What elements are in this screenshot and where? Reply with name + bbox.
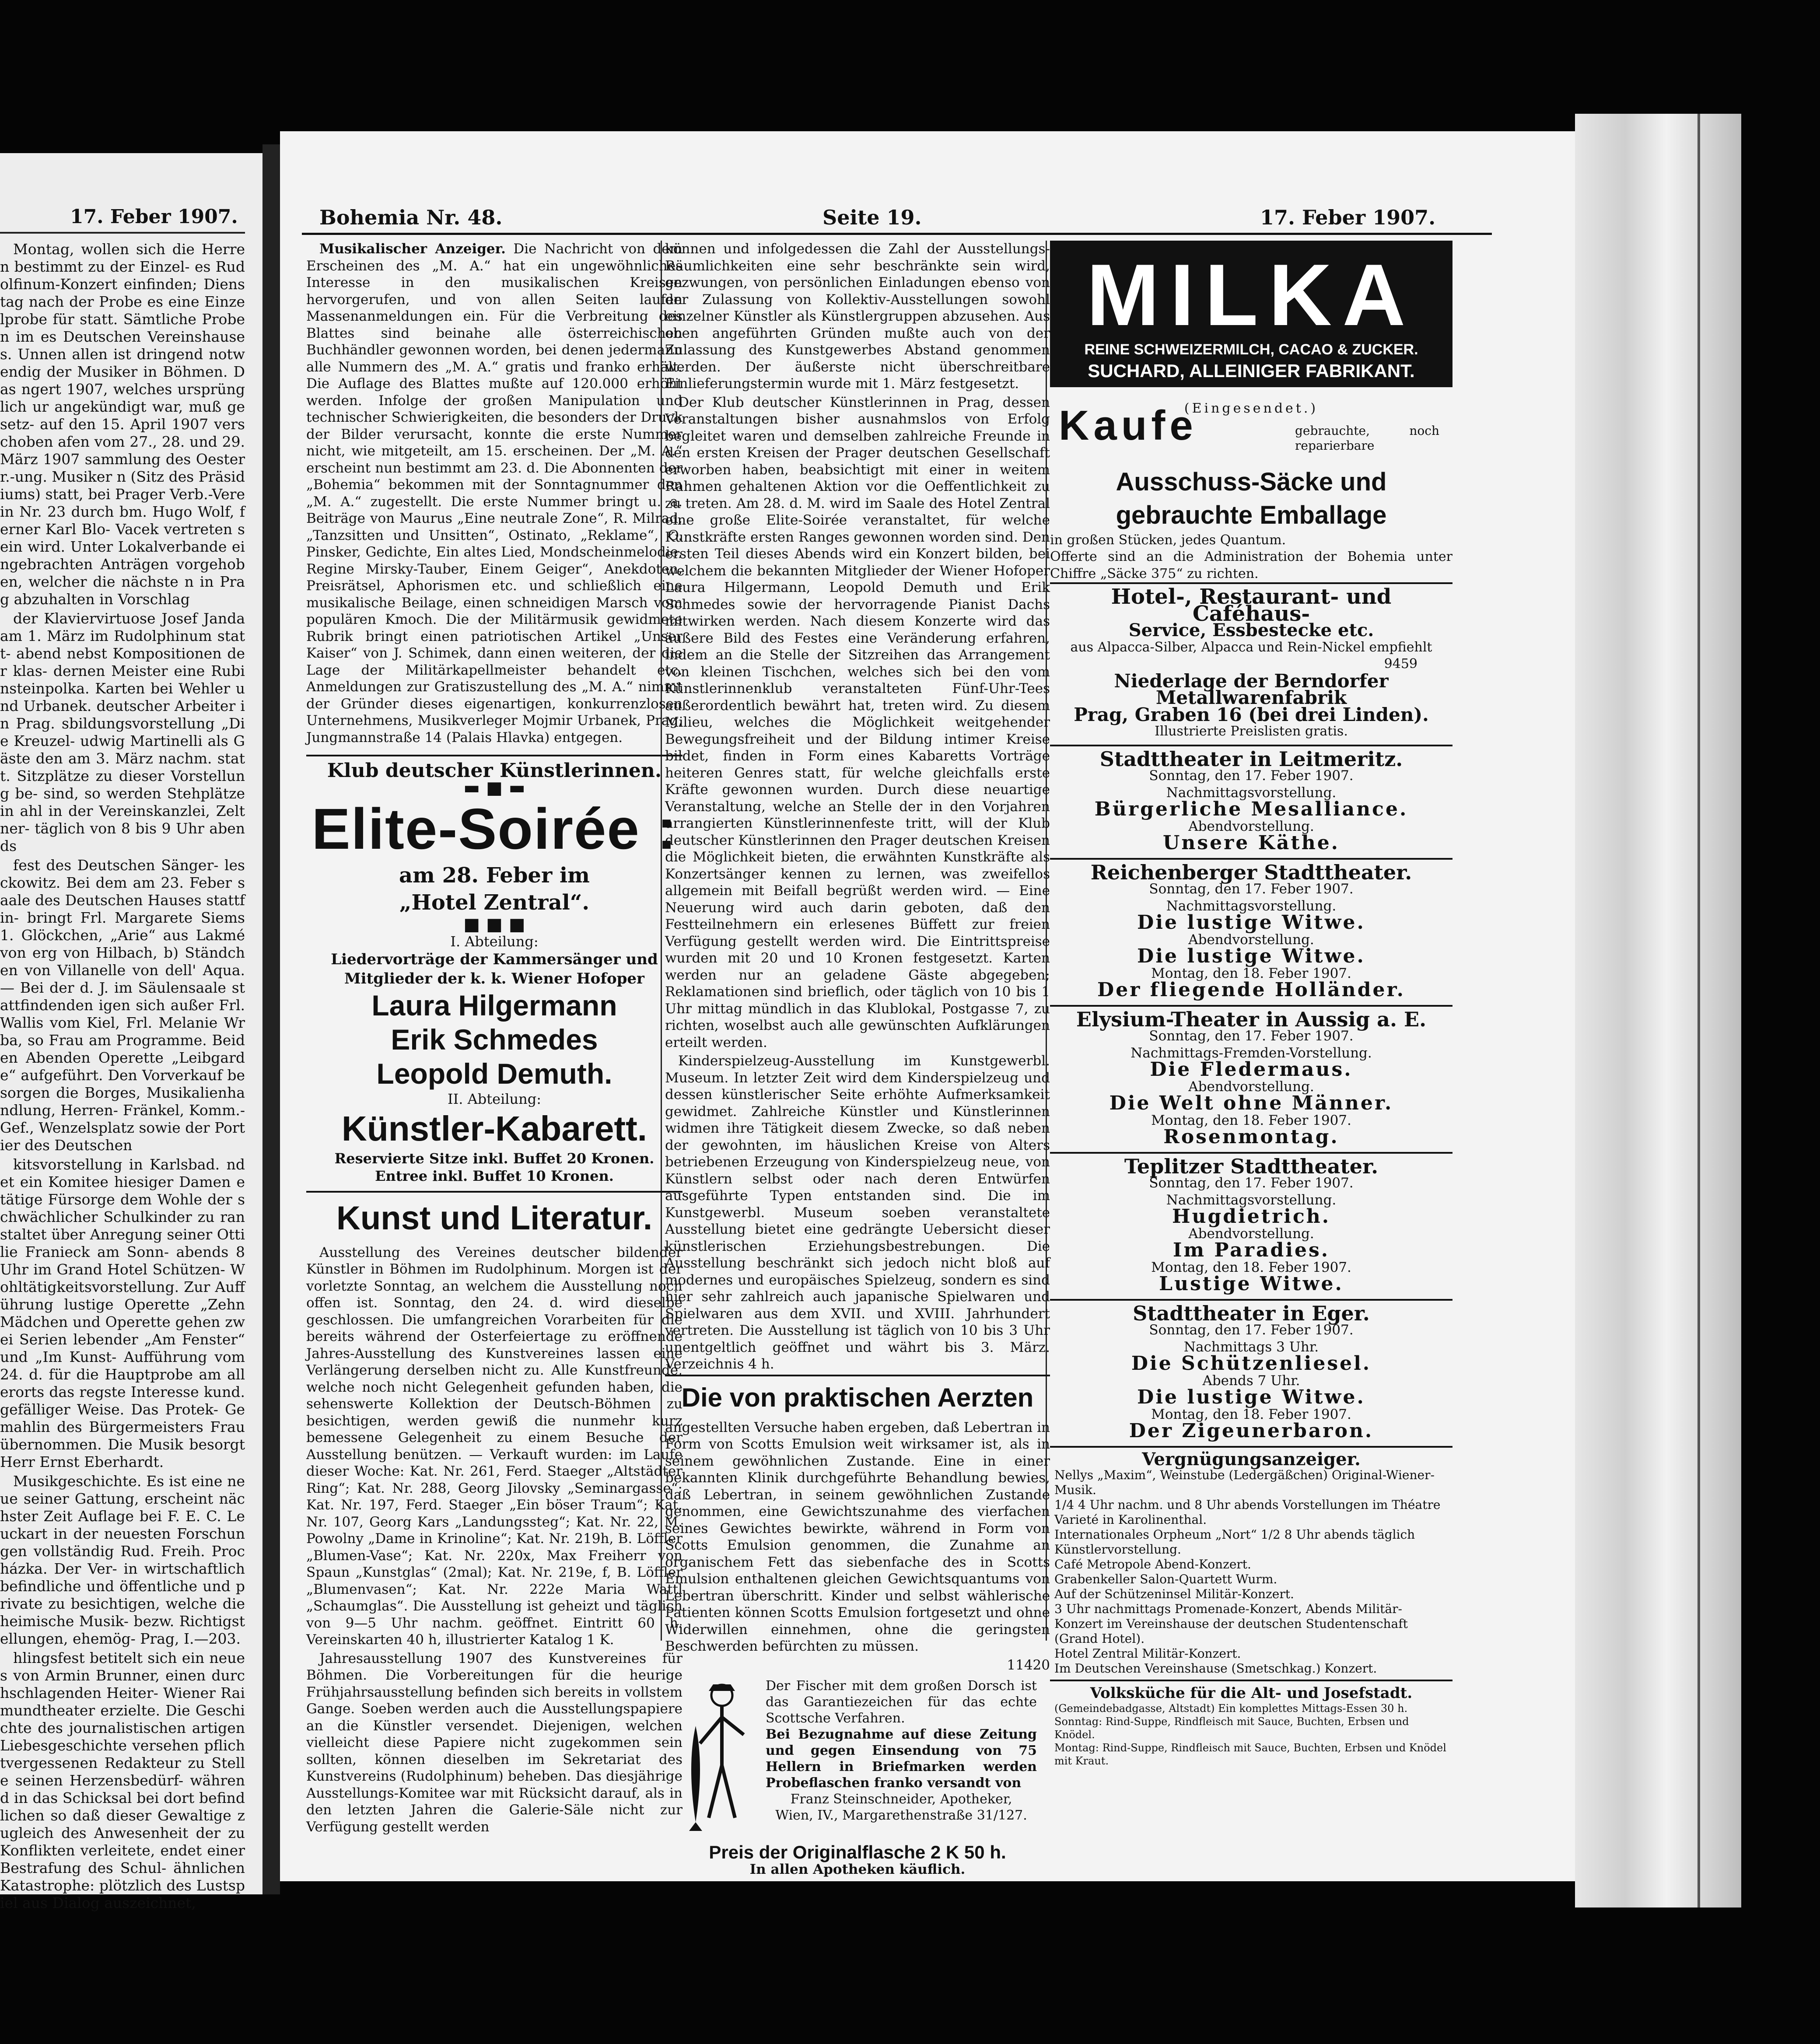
apotheken-line: In allen Apotheken käuflich. — [749, 1861, 966, 1877]
theatre-line: Nachmittags 3 Uhr. — [1183, 1339, 1319, 1355]
milka-ad — [1050, 241, 1452, 387]
kaufe-note: gebrauchte, noch reparierbare — [1295, 423, 1439, 453]
newspaper-page — [280, 131, 1575, 1881]
theatre-line: Abendvorstellung. — [1188, 931, 1314, 948]
preislisten: Illustrierte Preislisten gratis. — [1155, 724, 1348, 739]
left-page-text — [0, 241, 245, 1914]
niederlage: Niederlage der Berndorfer Metallwarenfabrik — [1114, 670, 1389, 708]
bezug-text: Bei Bezugnahme auf diese Zeitung und gegen Einsendung von 75 Hellern in Briefmarken werden Probeflaschen franko versandt von — [766, 1727, 1037, 1791]
theatre-play: Hugdietrich. — [1172, 1205, 1331, 1228]
abteilung-1: I. Abteilung: — [450, 933, 539, 950]
list-item: Montag: Rind-Suppe, Rindfleisch mit Sauce, Buchten, Erbsen und Knödel mit Kraut. — [1054, 1741, 1446, 1767]
theatre-line: Nachmittagsvorstellung. — [1166, 784, 1337, 801]
volkskueche-title: Volksküche für die Alt- und Josefstadt. — [1090, 1684, 1413, 1702]
theatre-listing — [1050, 1299, 1452, 1446]
berndorf-ad — [1050, 582, 1452, 745]
klub-article: Der Klub deutscher Künstlerinnen in Prag, dessen Veranstaltungen bisher ausnahmslos von Erfolg begleitet waren und demselben zahlreiche Freunde in den ersten Kreisen der Prager deutschen Gesellschaft erworben haben, beabsichtigt mit einer in weitem Rahmen gehaltenen Aktion vor die Oeffentlichkeit zu zu treten. Am 28. d. M. wird im Saale des Hotel Zentral eine große Elite-Soirée veranstaltet, für welche Kunstkräfte ersten Ranges gewonnen worden sind. Den ersten Teil dieses Abends wird ein Konzert bilden, bei welchem die bekannten Mitglieder der Wiener Hofoper Laura Hilgermann, Leopold Demuth und Erik Schmedes sowie der hervorragende Pianist Dachs mitwirken werden. Nach diesem Konzerte wird das äußere Bild des Festes eine Veränderung erfahren, indem an die Stelle der Sitzreihen das Arrangement von kleinen Tischchen, welches sich bei den vom Künstlerinnenklub veranstalteten Fünf-Uhr-Tees außerordentlich bewährt hat, treten wird. Zu diesem Milieu, welches die Möglichkeit weitgehender Bewegungsfreiheit und der Bildung intimer Kreise bildet, finden in Form eines Kabaretts Vorträge heiteren Genres statt, für welche gleichfalls erste Kräfte gewonnen wurden. Durch diese neuartige Veranstaltung, welche an Stelle der in den Vorjahren arrangierten Künstlerinnenfeste tritt, will der Klub deutscher Künstlerinnen den Prager deutschen Kreisen die Möglichkeit bieten, die erwähnten Kunstkräfte als Konzertsänger kennen zu lernen, was zweifellos allgemein mit Beifall begrüßt werden wird. — Eine Neuerung wird auch darin geboten, daß den Festteilnehmern ein erlesenes Büffett zur freien Verfügung gestellt werden wird. Die Eintrittspreise wurden mit 20 und 10 Kronen festgesetzt. Karten werden nur an geladene Gäste abgegeben; Reklamationen sind brieflich, oder täglich von 10 bis 1 Uhr mittag mündlich in das Klublokal, Postgasse 7, zu richten, woselbst auch alle gewünschten Aufklärungen erteilt werden. — [665, 394, 1050, 1050]
theatre-play: Der fliegende Holländer. — [1097, 979, 1405, 1001]
list-item: Hotel Zentral Militär-Konzert. — [1054, 1646, 1241, 1661]
volkskueche-section — [1050, 1680, 1452, 1771]
theatre-title: Stadttheater in Eger. — [1133, 1301, 1370, 1325]
left-facing-page — [0, 153, 262, 1911]
offerte-text: Offerte sind an die Administration der Bohemia unter Chiffre „Säcke 375“ zu richten. — [1050, 549, 1452, 581]
theatre-line: Nachmittags-Fremden-Vorstellung. — [1130, 1045, 1372, 1061]
kaufe-title: Kaufe — [1059, 402, 1197, 449]
left-page-paragraph: hlingsfest betitelt sich ein neues von Armin Brunner, einen durchschlagenden Heiter- Wiener Raimundtheater erzielte. Die Geschichte des journalistischen artigen Liebesgeschichte versehen pflichtvergessenen Redakteur zu Stelle seinen Herzensbedürf- während in das Schicksal bei dort befindlichen so daß dieser Gewaltige zugleich des Anwesenheit der zu Konflikten verleitete, endet einer Bestrafung des Schul- ähnlichen Katastrophe: plötzlich des Lustspiel aus Dialog auszeichnet, — [0, 1649, 245, 1911]
niederlage-address: Prag, Graben 16 (bei drei Linden). — [1074, 704, 1429, 725]
elite-soiree-ad — [306, 755, 682, 1191]
saecke-small: in großen Stücken, jedes Quantum. — [1050, 532, 1286, 548]
scotts-emulsion-ad — [665, 1375, 1050, 1419]
list-item: (Gemeindebadgasse, Altstadt) Ein komplettes Mittags-Essen 30 h. — [1054, 1702, 1408, 1715]
theatre-line: Sonntag, den 17. Feber 1907. — [1149, 881, 1354, 897]
theatre-title: Elysium-Theater in Aussig a. E. — [1076, 1007, 1427, 1031]
theatre-listing — [1050, 858, 1452, 1005]
singer-schmedes: Erik Schmedes — [391, 1023, 598, 1056]
header-rule — [302, 233, 1492, 235]
header-page-number: Seite 19. — [822, 206, 922, 229]
soiree-date: am 28. Feber im „Hotel Zentral“. — [399, 863, 590, 915]
vergnuegung-list — [1054, 1468, 1448, 1676]
theatre-play: Im Paradies. — [1172, 1239, 1330, 1261]
aerzten-title: Die von praktischen Aerzten — [681, 1382, 1034, 1412]
theatre-play: Der Zigeunerbaron. — [1129, 1420, 1374, 1442]
list-item: Grabenkeller Salon-Quartett Wurm. — [1054, 1572, 1278, 1586]
apotheker-name: Franz Steinschneider, Apotheker, — [790, 1792, 1012, 1807]
hotel-number: 9459 — [1384, 656, 1418, 672]
kinderspielzeug-article: Kinderspielzeug-Ausstellung im Kunstgewerbl. Museum. In letzter Zeit wird dem Kinderspielzeug und dessen künstlerischer Seite erhöhte Aufmerksamkeit gewidmet. Zahlreiche Künstler und Künstlerinnen widmen ihre Tätigkeit diesem Zwecke, so daß neben der gewohnten, im häuslichen Kreise von Alters betriebenen Erzeugung von Kinderspielzeug neue, von Künstlern selbst oder nach deren Entwürfen ausgeführte Typen entstanden sind. Die im Kunstgewerbl. Museum soeben veranstaltete Ausstellung bietet eine gedrängte Uebersicht dieser künstlerischen Erziehungsbestrebungen. Die Ausstellung beschränkt sich jedoch nicht bloß auf modernes und europäisches Spielzeug, sondern es sind hier sehr zahlreich auch japanische Spielwaren und Spielwaren aus dem XVII. und XVIII. Jahrhundert vertreten. Die Ausstellung ist täglich von 10 bis 3 Uhr unentgeltlich geöffnet und währt bis 3. März. Verzeichnis 4 h. — [665, 1053, 1050, 1372]
kabarett-title: Künstler-Kabarett. — [342, 1109, 647, 1148]
apotheker-address: Wien, IV., Margarethenstraße 31/127. — [775, 1808, 1027, 1823]
eingesendet-label: (Eingesendet.) — [1184, 401, 1319, 416]
page-stack-rule — [1698, 114, 1700, 1908]
soiree-title: Elite-Soirée : — [312, 797, 677, 861]
hotel-title: Hotel-, Restaurant- und Caféhaus- — [1111, 584, 1392, 626]
hotel-text: aus Alpacca-Silber, Alpacca und Rein-Nickel empfiehlt — [1070, 639, 1432, 655]
milka-brand: MILKA — [1086, 246, 1416, 344]
theatre-line: Montag, den 18. Feber 1907. — [1151, 1406, 1351, 1422]
theatre-line: Sonntag, den 17. Feber 1907. — [1149, 1322, 1354, 1338]
aerzten-text: angestellten Versuche haben ergeben, daß Lebertran in Form von Scotts Emulsion weit wirksamer ist, als in seinem gewöhnlichen Zustande. Eine in einer bekannten Klinik durchgeführte Behandlung bewies, daß Lebertran, in seinem gewöhnlichen Zustande genommen, eine Gewichtszunahme des vierfachen seines Gewichtes bewirkte, während in Form von Scotts Emulsion genommen, die Zunahme an organischem Fett das siebenfache des in Scotts Emulsion enthaltenen gleichen Gewichtsquantums von Lebertran überschritt. Kinder und selbst wählerische Patienten können Scotts Emulsion fortgesetzt und ohne Widerwillen einnehmen, ohne die geringsten Beschwerden befürchten zu müssen. — [665, 1419, 1050, 1654]
theatre-play: Unsere Käthe. — [1163, 832, 1340, 854]
theatre-line: Abendvorstellung. — [1188, 1225, 1314, 1242]
list-item: 3 Uhr nachmittags Promenade-Konzert, Abends Militär-Konzert im Vereinshause der deutschen Studentenschaft (Grand Hotel). — [1054, 1602, 1408, 1646]
theatre-line: Sonntag, den 17. Feber 1907. — [1149, 768, 1354, 784]
theatre-line: Sonntag, den 17. Feber 1907. — [1149, 1028, 1354, 1044]
left-page-header-rule — [0, 232, 245, 234]
saecke-title: Ausschuss-Säcke und gebrauchte Emballage — [1116, 467, 1387, 529]
column-1 — [306, 241, 682, 1837]
theatre-play: Die Welt ohne Männer. — [1109, 1092, 1393, 1114]
theatre-line: Montag, den 18. Feber 1907. — [1151, 965, 1351, 981]
vergnuegung-title: Vergnügungsanzeiger. — [1142, 1449, 1361, 1470]
theatre-play: Lustige Witwe. — [1159, 1273, 1344, 1295]
theatre-play: Die lustige Witwe. — [1137, 1386, 1365, 1408]
left-page-paragraph: Montag, wollen sich die Herren bestimmt zu der Einzel- es Rudolfinum-Konzert einfinden; Dienstag nach der Probe es eine Einzelprobe für statt. Sämtliche Proben im es Deutschen Vereinshauses. Unnen allen ist dringend notwendig der Musiker in Böhmen. Das ngert 1907, welches ursprünglich ur angekündigt war, muß gesetz- auf den 15. April 1907 verschoben afen vom 27., 28. und 29. März 1907 sammlung des Oesterr.-ung. Musiker n (Sitz des Präsidiums) statt, bei Prager Verb.-Verein Nr. 23 durch bm. Hugo Wolf, ferner Karl Blo- Vacek vertreten sein wird. Unter Lokalverbande eingebrachten Anträgen vorgehoben, welcher die nächste n in Prag abzuhalten in Vorschlag — [0, 241, 245, 608]
klub-heading: Klub deutscher Künstlerinnen. — [327, 760, 662, 782]
page-stack-edge — [1575, 114, 1741, 1908]
musik-paragraph — [306, 241, 682, 746]
milka-line-2: SUCHARD, ALLEINIGER FABRIKANT. — [1088, 360, 1415, 381]
theatre-play: Die lustige Witwe. — [1137, 911, 1365, 934]
theatre-listing — [1050, 1005, 1452, 1152]
page-header — [306, 206, 1488, 236]
singer-hilgermann: Laura Hilgermann — [371, 989, 617, 1022]
column-2 — [665, 241, 1050, 1878]
theatre-line: Sonntag, den 17. Feber 1907. — [1149, 1175, 1354, 1191]
book-spine — [262, 144, 280, 1894]
theatre-line: Nachmittagsvorstellung. — [1166, 898, 1337, 914]
list-item: Café Metropole Abend-Konzert. — [1054, 1557, 1251, 1572]
vergnuegung-section — [1050, 1446, 1452, 1680]
fisherman-block — [665, 1678, 1050, 1844]
musik-text: Die Nachricht von dem Erscheinen des „M. A.“ hat ein ungewöhnliches Interesse in den musikalischen Kreisen hervorgerufen, und von allen Seiten laufen Massenanmeldungen ein. Für die Verbreitung des Blattes sind beinahe alle österreichischen Buchhändler gewonnen worden, bei denen jedermann alle Nummern des „M. A.“ gratis und franko erhält. Die Auflage des Blattes mußte auf 120.000 erhöht werden. Infolge der großen Manipulation und technischer Schwierigkeiten, die besonders der Druck der Bilder verursacht, konnte die erste Nummer nicht, wie mitgeteilt, am 15. erscheinen. Der „M. A.“ erscheint nun bestimmt am 23. d. Die Abonnenten der „Bohemia“ bekommen mit der Sonntagnummer den „M. A.“ zugestellt. Die erste Nummer bringt u. a. Beiträge von Maurus „Eine neutrale Zone“, R. Milrad, „Tanzsitten und Unsitten“, Ostinato, „Reklame“, O. Pinsker, Gedichte, Ein altes Lied, Mondscheinmelodie, Regine Mirsky-Tauber, Einem Geiger“, Anekdoten, Preisrätsel, Aphorismen etc. und schließlich eine musikalische Beilage, einen schneidigen Marsch vom populären Kmoch. Die der Militärmusik gewidmete Rubrik bringt einen patriotischen Artikel „Unser Kaiser“ von J. Schimek, dann einen weiteren, der die Lage der Militärkapellmeister behandelt etc. Anmeldungen zur Gratiszustellung des „M. A.“ nimmt der Gründer dieses eigenartigen, konkurrenzlosen Unternehmens, Musikverleger Mojmir Urbanek, Prag, Jungmannstraße 14 (Palais Hlavka) entgegen. — [306, 241, 682, 746]
theatre-play: Bürgerliche Mesalliance. — [1094, 798, 1408, 820]
fischer-text: Der Fischer mit dem großen Dorsch ist das Garantiezeichen für das echte Scottsche Verfahren. — [766, 1678, 1037, 1726]
theatre-line: Nachmittagsvorstellung. — [1166, 1192, 1337, 1208]
list-item: 1/4 4 Uhr nachm. und 8 Uhr abends Vorstellungen im Théatre Varieté in Karolinenthal. — [1054, 1498, 1441, 1527]
ausstellung-continued: können und infolgedessen die Zahl der Ausstellungs-Räumlichkeiten eine sehr beschränkte sein wird, gezwungen, von persönlichen Einladungen ebenso von der Zulassung von Kollektiv-Ausstellungen sowohl einzelner Künstler als Künstlergruppen abzusehen. Aus oben angeführten Gründen mußte auch von der Zulassung des Kunstgewerbes Abstand genommen werden. Der äußerste nicht überschreitbare Einlieferungstermin wurde mit 1. März festgesetzt. — [665, 241, 1050, 392]
list-item: Internationales Orpheum „Nort“ 1/2 8 Uhr abends täglich Künstlervorstellung. — [1054, 1527, 1415, 1557]
theatre-title: Reichenberger Stadttheater. — [1090, 860, 1412, 884]
fisherman-text-block — [766, 1678, 1037, 1824]
theatre-line: Abendvorstellung. — [1188, 1078, 1314, 1095]
left-page-paragraph: fest des Deutschen Sänger- lesckowitz. Bei dem am 23. Feber saale des Deutschen Hauses stattfin- bringt Frl. Margarete Siems 1. Glöckchen, „Arie“ aus Lakmé von erg von Hilbach, b) Ständchen von Villanelle von dell' Aqua. — Bei der d. J. im Säulensaale stattfindenden igen sich außer Frl. Wallis vom Kiel, Frl. Melanie Wrba, so Frau am Programme. Beiden Abenden Operette „Leibgarde“ aufgeführt. Den Vorverkauf besorgen die Borges, Musikalienhandlung, Herren- Fränkel, Komm.-Gef., Wenzelsplatz sowie der Portier des Deutschen — [0, 857, 245, 1154]
price-line: Preis der Originalflasche 2 K 50 h. — [709, 1842, 1006, 1862]
theatre-line: Montag, den 18. Feber 1907. — [1151, 1259, 1351, 1275]
kunst-paragraph-1: Ausstellung des Vereines deutscher bildender Künstler in Böhmen im Rudolphinum. Morgen ist der vorletzte Sonntag, an welchem die Ausstellung noch offen ist. Sonntag, den 24. d. wird dieselbe geschlossen. Die umfangreichen Vorarbeiten für die bereits während der Osterfeiertage zu eröffnende Jahres-Ausstellung des Kunstvereines lassen eine Verlängerung derselben nicht zu. Alle Kunstfreunde, welche noch nicht Gelegenheit gefunden haben, die sehenswerte Kollektion der Deutsch-Böhmen zu besichtigen, werden gewiß die nunmehr kurz bemessene Gelegenheit zu einem Besuche der Ausstellung benützen. — Verkauft wurden: im Laufe dieser Woche: Kat. Nr. 261, Ferd. Staeger „Altstädter Ring“; Kat. Nr. 288, Georg Jilovsky „Seminargasse“; Kat. Nr. 197, Ferd. Staeger „Ein böser Traum“; Kat. Nr. 107, Georg Kars „Landungssteg“; Kat. Nr. 22, M. Powolny „Dame in Krinoline“; Kat. Nr. 219h, B. Löffler „Blumen-Vase“; Kat. Nr. 220x, Max Freiherr von Spaun „Kunstglas“ (2mal); Kat. Nr. 219e, f, B. Löffler „Blumenvasen“; Kat. Nr. 222e Maria Wattl „Schaumglas“. Die Ausstellung ist geheizt und täglich von 9—5 Uhr nachm. geöffnet. Eintritt 60 h. Vereinskarten 40 h, illustrierter Katalog 1 K. — [306, 1244, 682, 1648]
left-page-date: 17. Feber 1907. — [70, 206, 238, 228]
milka-line-1: REINE SCHWEIZERMILCH, CACAO & ZUCKER. — [1084, 341, 1418, 358]
theatre-play: Die Schützenliesel. — [1131, 1352, 1372, 1375]
hotel-service: Service, Essbestecke etc. — [1128, 620, 1374, 640]
left-page-paragraph: Musikgeschichte. Es ist eine neue seiner Gattung, erscheint nächster Zeit Auflage bei F. E. C. Leuckart in der neuesten Forschungen vollständig Rud. Freih. Procházka. Der Ver- in wirtschaftlich befindliche und öffentliche und private zu besichtigen, welche die heimische Musik- bezw. Richtigstellungen, ehemög- Prag, I.—203. — [0, 1473, 245, 1647]
theatre-play: Die Fledermaus. — [1150, 1058, 1353, 1081]
list-item: Im Deutschen Vereinshause (Smetschkag.) Konzert. — [1054, 1661, 1377, 1676]
theatre-listing — [1050, 745, 1452, 858]
ornament-divider: ■ ■ ■ — [463, 914, 525, 934]
ticket-prices: Reservierte Sitze inkl. Buffet 20 Kronen. Entree inkl. Buffet 10 Kronen. — [334, 1150, 654, 1184]
theatre-line: Abendvorstellung. — [1188, 818, 1314, 834]
kunst-paragraph-2: Jahresausstellung 1907 des Kunstvereines für Böhmen. Die Vorbereitungen für die heurige Frühjahrsausstellung befinden sich bereits in vollstem Gange. Soeben werden auch die Ausstellungspapiere an die Künstler versendet. Diejenigen, welchen vielleicht diese Papiere nicht zugekommen sein sollten, können dieselben im Sekretariat des Kunstvereins (Rudolphinum) beheben. Das diesjährige Ausstellungs-Komitee war mit Rücksicht darauf, als in den letzten Jahren die Galerie-Säle nicht zur Verfügung gestellt werden — [306, 1650, 682, 1835]
list-item: Nellys „Maxim“, Weinstube (Ledergäßchen) Original-Wiener-Musik. — [1054, 1468, 1435, 1497]
theatre-listings — [1050, 745, 1452, 1446]
theatre-play: Rosenmontag. — [1163, 1126, 1339, 1148]
ad-number: 11420 — [1007, 1657, 1050, 1673]
left-page-paragraph: der Klaviervirtuose Josef Janda am 1. März im Rudolphinum statt- abend nebst Kompositionen der klas- dernen Meister eine Rubinsteinpolka. Karten bei Wehler und Urbanek. deutscher Arbeiter in Prag. sbildungsvorstellung „Die Kreuzel- udwig Martinelli als Gäste den am 3. März nachm. statt. Sitzplätze zu dieser Vorstellung be- sind, so werden Stehplätze in ahl in der Vereinskanzlei, Zeltner- täglich von 8 bis 9 Uhr abends — [0, 610, 245, 854]
abteilung-1-text: Liedervorträge der Kammersänger und Mitglieder der k. k. Wiener Hofoper — [331, 951, 658, 987]
header-issue: Bohemia Nr. 48. — [319, 206, 503, 229]
theatre-line: Montag, den 18. Feber 1907. — [1151, 1112, 1351, 1128]
singer-demuth: Leopold Demuth. — [376, 1057, 612, 1090]
left-page-paragraph: kitsvorstellung in Karlsbad. ndet ein Komitee hiesiger Damen e tätige Fürsorge dem Wohle der schwächlicher Schulkinder zu ranstaltet über Anregung seiner Ottilie Franieck am Sonn- abends 8 Uhr im Grand Hotel Schützen- Wohltätigkeitsvorstellung. Zur Aufführung lustige Operette „Zehn Mädchen und Operette gehen zwei Serien lebender „Am Fenster“ und „Im Kunst- Aufführung vom 24. d. für die Hauptprobe am allerorts das regste Interesse kund. gefälliger Weise. Das Protek- Gemahlin des Bürgermeisters Frau übernommen. Die Musik besorgt Herr Ernst Eberhardt. — [0, 1156, 245, 1470]
abteilung-2: II. Abteilung: — [448, 1091, 541, 1107]
kunst-heading: Kunst und Literatur. — [336, 1199, 652, 1237]
list-item: Sonntag: Rind-Suppe, Rindfleisch mit Sauce, Buchten, Erbsen und Knödel. — [1054, 1715, 1409, 1741]
theatre-listing — [1050, 1152, 1452, 1299]
musik-heading: Musikalischer Anzeiger. — [319, 241, 506, 257]
theatre-play: Die lustige Witwe. — [1137, 945, 1365, 967]
kunst-section — [306, 1191, 682, 1244]
header-date: 17. Feber 1907. — [1260, 206, 1436, 229]
ornament-divider: ▬ ■ ▬ — [463, 777, 525, 798]
list-item: Auf der Schützeninsel Militär-Konzert. — [1054, 1587, 1294, 1601]
theatre-title: Stadttheater in Leitmeritz. — [1099, 747, 1403, 771]
theatre-title: Teplitzer Stadttheater. — [1124, 1154, 1379, 1178]
theatre-line: Abends 7 Uhr. — [1202, 1372, 1300, 1389]
column-3 — [1050, 241, 1452, 1771]
fisherman-with-cod-icon — [682, 1678, 757, 1835]
volkskueche-list — [1054, 1702, 1448, 1768]
